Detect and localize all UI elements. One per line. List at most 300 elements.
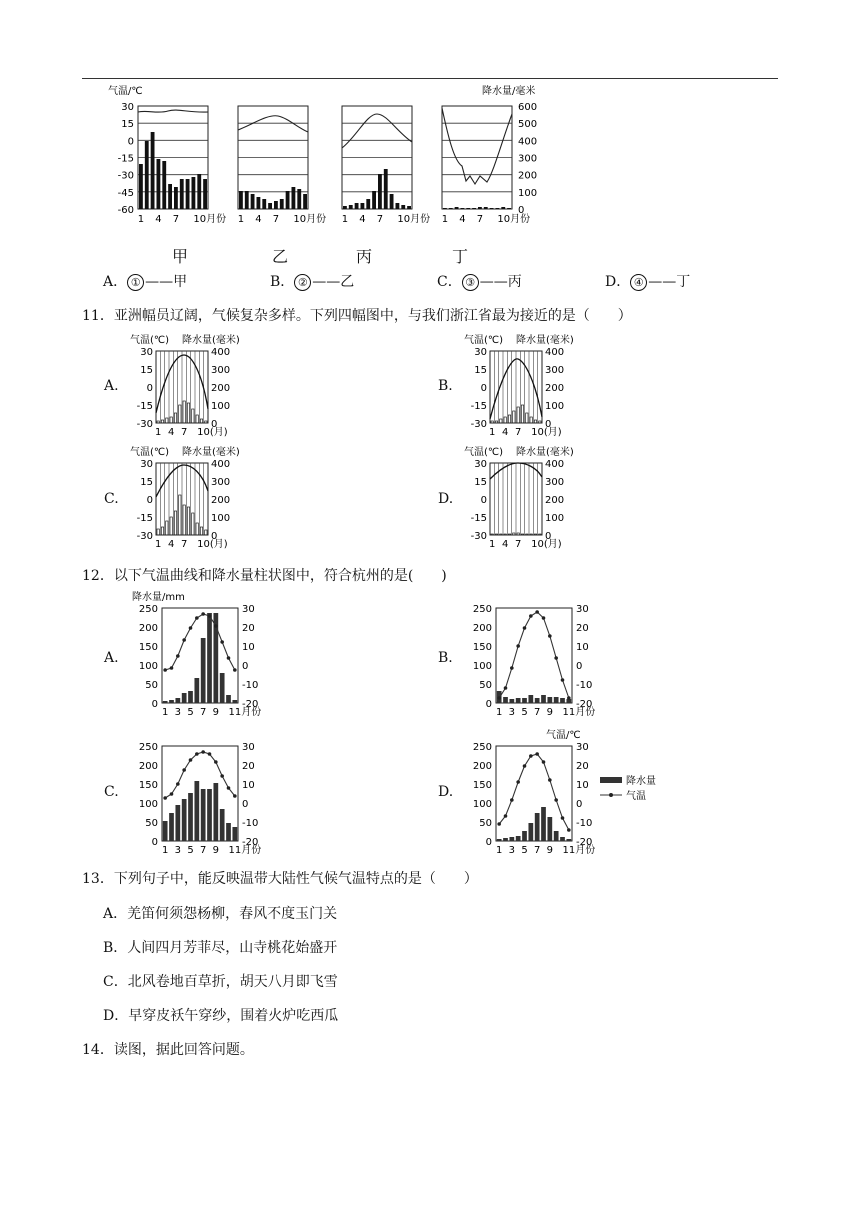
- q10-option-b[interactable]: [270, 271, 354, 291]
- q11-precip-tick: 400: [545, 459, 565, 470]
- q10-temp-curve: [238, 116, 308, 132]
- q12-temp-tick: 30: [242, 604, 255, 615]
- q12-precip-tick: 50: [145, 818, 158, 829]
- q10-precip-bar: [151, 132, 155, 209]
- q12-chart-b: [462, 588, 602, 720]
- q13-option-c[interactable]: C．北风卷地百草折，胡天八月即飞雪: [103, 974, 338, 990]
- q10-precip-tick: 600: [518, 102, 538, 113]
- q11-precip-tick: 200: [545, 495, 565, 506]
- q12-precip-bar: [207, 613, 212, 703]
- q10-precip-bar: [484, 207, 488, 209]
- q12-temp-tick: 20: [242, 623, 255, 634]
- q12-temp-point: [504, 814, 508, 818]
- q12-temp-tick: 20: [576, 623, 589, 634]
- q11-precip-tick: 200: [545, 383, 565, 394]
- q10-precip-tick: 300: [518, 153, 538, 165]
- q11-precip-tick: 100: [545, 513, 565, 524]
- q10-precip-bar: [472, 208, 476, 209]
- q11-stem: 11．亚洲幅员辽阔，气候复杂多样。下列四幅图中，与我们浙江省最为接近的是（ ）: [82, 308, 632, 324]
- q11-precip-bar: [179, 495, 181, 535]
- q10-temp-curve: [442, 108, 512, 184]
- q11-precip-tick: 400: [211, 459, 231, 470]
- q11-precip-bar: [521, 405, 523, 423]
- q12-temp-tick: -20: [576, 837, 593, 848]
- q11-temp-tick: 0: [146, 495, 153, 506]
- q12-temp-point: [529, 754, 533, 758]
- q12-temp-point: [201, 750, 205, 754]
- q10-x-tick: 4: [459, 214, 466, 225]
- q12-x-tick: 5: [187, 845, 194, 856]
- q11-precip-bar: [530, 417, 532, 423]
- q12-temp-point: [176, 654, 180, 658]
- q12-frame: [496, 746, 572, 841]
- q12-x-tick: 7: [199, 707, 207, 718]
- q10-precip-bar: [478, 207, 482, 209]
- q12-precip-bar: [566, 839, 571, 841]
- q12-temp-point: [504, 686, 508, 690]
- q11-right-title: 降水量(毫米): [516, 447, 574, 458]
- q10-precip-bar: [297, 189, 301, 209]
- q12-temp-tick: -10: [576, 818, 593, 829]
- q10-x-tick: 7: [272, 214, 280, 225]
- q10-temp-curve: [342, 114, 412, 148]
- q12-precip-bar: [528, 695, 533, 703]
- q10-temp-tick: -60: [117, 205, 134, 216]
- q12-precip-bar: [528, 823, 533, 841]
- q12-temp-curve: [165, 752, 235, 798]
- q10-x-tick: 10月份: [397, 214, 431, 225]
- q11-precip-tick: 200: [211, 495, 231, 506]
- q11-x-tick: 10(月): [197, 539, 228, 550]
- q10-x-tick: 1: [237, 214, 245, 225]
- q11-precip-tick: 0: [545, 419, 552, 430]
- q12-precip-bar: [175, 698, 180, 703]
- q12-precip-tick: 50: [479, 680, 492, 691]
- q11-precip-tick: 300: [545, 365, 565, 376]
- q11-precip-bar: [508, 415, 510, 423]
- q12-precip-bar: [232, 700, 237, 703]
- q12-temp-point: [542, 760, 546, 764]
- q12-option-b-letter[interactable]: B.: [438, 650, 453, 666]
- q12-temp-point: [195, 616, 199, 620]
- q11-precip-tick: 100: [211, 513, 231, 524]
- q12-precip-tick: 100: [472, 661, 492, 672]
- q11-x-tick: 4: [501, 539, 509, 550]
- q12-x-tick: 9: [546, 707, 554, 718]
- q11-temp-tick: 15: [474, 477, 487, 488]
- q12-precip-bar: [554, 697, 559, 703]
- q12-temp-point: [182, 768, 186, 772]
- q12-temp-point: [554, 798, 558, 802]
- q10-precip-bar: [257, 197, 261, 209]
- q10-precip-bar: [280, 199, 284, 209]
- q11-precip-bar: [513, 533, 515, 535]
- q12-temp-point: [208, 752, 212, 756]
- q12-temp-point: [554, 656, 558, 660]
- q10-x-tick: 4: [155, 214, 162, 225]
- q10-chart-strip: [100, 82, 620, 232]
- q10-x-tick: 10月份: [193, 214, 227, 225]
- q10-x-tick: 7: [376, 214, 384, 225]
- q11-precip-bar: [517, 533, 519, 535]
- q13-option-a[interactable]: A．羌笛何须怨杨柳，春风不度玉门关: [103, 906, 338, 922]
- q12-temp-tick: 10: [242, 642, 255, 653]
- q10-option-c[interactable]: [437, 271, 522, 291]
- q12-temp-point: [548, 778, 552, 782]
- q12-precip-tick: 250: [138, 742, 158, 753]
- q12-precip-bar: [547, 817, 552, 841]
- q11-option-c-letter[interactable]: C.: [104, 491, 119, 507]
- q10-temp-tick: 30: [121, 102, 134, 113]
- q12-precip-bar: [535, 698, 540, 703]
- q10-x-tick: 4: [255, 214, 262, 225]
- q12-precip-bar: [194, 678, 199, 703]
- q11-precip-bar: [174, 511, 176, 535]
- q10-precip-bar: [286, 191, 290, 209]
- q12-temp-curve: [165, 614, 235, 670]
- q12-precip-bar: [554, 831, 559, 841]
- q12-temp-point: [201, 612, 205, 616]
- q10-precip-tick: 0: [518, 205, 525, 216]
- q13-option-b[interactable]: B．人间四月芳菲尽，山寺桃花始盛开: [103, 940, 338, 956]
- q10-x-tick: 7: [476, 214, 484, 225]
- q12-temp-point: [208, 614, 212, 618]
- q12-precip-tick: 0: [151, 837, 158, 848]
- q11-precip-bar: [192, 513, 194, 535]
- q11-precip-bar: [183, 505, 185, 535]
- q12-precip-bar: [163, 701, 168, 703]
- q12-x-tick: 1: [495, 845, 503, 856]
- q12-precip-bar: [182, 693, 187, 703]
- q10-precip-bar: [396, 203, 400, 209]
- q13-option-d[interactable]: D．早穿皮袄午穿纱，围着火炉吃西瓜: [103, 1008, 339, 1024]
- q12-precip-tick: 250: [472, 604, 492, 615]
- circled-number: ③: [462, 274, 479, 291]
- q11-option-b-letter[interactable]: B.: [438, 378, 453, 394]
- q11-chart-d: [462, 445, 582, 555]
- q10-precip-bar: [303, 194, 307, 209]
- q10-temp-tick: 15: [121, 119, 134, 131]
- q12-precip-tick: 0: [151, 699, 158, 710]
- q12-x-tick: 11月份: [562, 845, 596, 856]
- q10-precip-bar: [251, 194, 255, 209]
- q10-temp-tick: -15: [117, 153, 134, 165]
- q12-temp-point: [189, 758, 193, 762]
- q11-precip-bar: [517, 407, 519, 423]
- q10-precip-bar: [443, 208, 447, 209]
- q11-x-tick: 4: [501, 427, 509, 438]
- q12-precip-tick: 200: [472, 623, 492, 634]
- q12-precip-bar: [188, 793, 193, 841]
- q11-precip-tick: 300: [545, 477, 565, 488]
- q10-x-tick: 7: [172, 214, 180, 225]
- option-text: ——乙: [312, 274, 355, 290]
- q12-precip-tick: 150: [472, 780, 492, 791]
- q10-precip-bar: [174, 187, 178, 209]
- q10-panel: [138, 106, 226, 225]
- q12-option-c-letter[interactable]: C.: [104, 784, 119, 800]
- q12-x-tick: 5: [521, 845, 528, 856]
- q12-precip-tick: 0: [485, 837, 492, 848]
- q10-temp-tick: 0: [127, 136, 134, 148]
- q11-chart-b: [462, 333, 582, 443]
- q12-temp-point: [510, 798, 514, 802]
- q12-temp-point: [182, 638, 186, 642]
- q11-precip-bar: [196, 523, 198, 535]
- q10-precip-bar: [203, 179, 207, 209]
- q12-temp-point: [561, 816, 565, 820]
- q10-precip-tick: 400: [518, 136, 538, 148]
- q12-x-tick: 7: [533, 845, 541, 856]
- q11-temp-tick: -15: [470, 513, 487, 524]
- q10-temp-tick: -45: [117, 187, 134, 199]
- q11-left-title: 气温(℃): [130, 447, 170, 458]
- q12-precip-bar: [503, 838, 508, 841]
- q11-precip-bar: [205, 530, 207, 535]
- q11-precip-bar: [170, 517, 172, 535]
- q12-temp-tick: -10: [576, 680, 593, 691]
- q10-precip-bar: [197, 174, 201, 209]
- q11-precip-bar: [161, 527, 163, 535]
- q12-precip-bar: [213, 783, 218, 841]
- q11-x-tick: 7: [514, 427, 522, 438]
- q12-precip-bar: [503, 697, 508, 703]
- q12-temp-point: [220, 640, 224, 644]
- q11-precip-bar: [205, 421, 207, 423]
- q12-precip-bar: [516, 698, 521, 703]
- q12-x-tick: 9: [212, 845, 220, 856]
- q10-precip-bar: [461, 208, 465, 209]
- q10-precip-bar: [407, 206, 411, 209]
- q11-precip-bar: [187, 403, 189, 423]
- q12-stem: 12．以下气温曲线和降水量柱状图中，符合杭州的是( ): [82, 568, 447, 584]
- q10-precip-bar: [372, 191, 376, 209]
- q12-temp-tick: 0: [576, 799, 583, 810]
- q10-precip-tick: 500: [518, 119, 538, 131]
- q12-option-a-letter[interactable]: A.: [104, 650, 119, 666]
- q10-precip-bar: [501, 207, 505, 209]
- q10-label-jia: 甲: [172, 247, 189, 266]
- q12-temp-tick: -10: [242, 818, 259, 829]
- q12-precip-bar: [226, 695, 231, 703]
- q11-precip-tick: 300: [211, 365, 231, 376]
- q10-x-tick: 1: [441, 214, 449, 225]
- q12-precip-bar: [497, 839, 502, 841]
- circled-number: ②: [294, 274, 311, 291]
- option-text: ——丙: [479, 274, 522, 290]
- q11-precip-bar: [539, 421, 541, 423]
- q10-precip-bar: [162, 161, 166, 209]
- q11-temp-tick: 0: [480, 383, 487, 394]
- q11-temp-tick: 30: [140, 459, 153, 470]
- q12-option-d-letter[interactable]: D.: [438, 784, 454, 800]
- q12-precip-bar: [535, 813, 540, 841]
- q12-temp-point: [220, 774, 224, 778]
- q10-precip-bar: [274, 201, 278, 209]
- q10-precip-bar: [145, 141, 149, 209]
- q11-x-tick: 10(月): [531, 539, 562, 550]
- q10-precip-bar: [343, 206, 347, 209]
- q12-x-tick: 9: [546, 845, 554, 856]
- q11-right-title: 降水量(毫米): [516, 335, 574, 346]
- q10-option-a[interactable]: [103, 271, 187, 291]
- q12-temp-point: [233, 668, 237, 672]
- q12-chart-a: [128, 588, 268, 720]
- q11-temp-tick: -15: [136, 401, 153, 412]
- q12-precip-tick: 100: [138, 799, 158, 810]
- q10-temp-tick: -30: [117, 170, 134, 182]
- q11-precip-tick: 200: [211, 383, 231, 394]
- q12-temp-point: [170, 666, 174, 670]
- q11-temp-tick: -30: [470, 531, 487, 542]
- q10-label-bing: 丙: [356, 247, 373, 266]
- q10-precip-bar: [180, 179, 184, 209]
- q12-legend-temp: 气温: [626, 791, 646, 802]
- q12-temp-point: [214, 624, 218, 628]
- q12-x-tick: 7: [199, 845, 207, 856]
- q12-temp-tick: 10: [242, 780, 255, 791]
- q10-label-ding: 丁: [452, 247, 469, 266]
- q10-x-tick: 10月份: [497, 214, 531, 225]
- q12-x-tick: 3: [508, 845, 516, 856]
- q12-temp-tick: 0: [242, 799, 249, 810]
- q11-temp-tick: 15: [140, 477, 153, 488]
- q12-precip-tick: 50: [479, 818, 492, 829]
- q11-temp-tick: 30: [474, 347, 487, 358]
- q11-precip-tick: 400: [545, 347, 565, 358]
- q12-temp-tick: 30: [576, 604, 589, 615]
- q12-frame: [162, 608, 238, 703]
- q10-precip-bar: [192, 177, 196, 209]
- q12-precip-title: 降水量/mm: [132, 592, 185, 603]
- q12-temp-tick: 30: [242, 742, 255, 753]
- q12-temp-point: [529, 614, 533, 618]
- q12-x-tick: 3: [174, 845, 182, 856]
- q12-precip-bar: [516, 836, 521, 841]
- circled-number: ①: [127, 274, 144, 291]
- q10-precip-bar: [361, 203, 365, 209]
- q11-x-tick: 7: [514, 539, 522, 550]
- q10-precip-bar: [186, 179, 190, 209]
- q12-temp-curve: [499, 612, 569, 698]
- q12-x-tick: 5: [187, 707, 194, 718]
- q12-precip-tick: 200: [138, 623, 158, 634]
- q12-precip-bar: [226, 823, 231, 841]
- q12-precip-tick: 100: [138, 661, 158, 672]
- q11-precip-bar: [200, 527, 202, 535]
- q11-left-title: 气温(℃): [130, 335, 170, 346]
- q12-temp-tick: 10: [576, 780, 589, 791]
- q12-temp-tick: -20: [576, 699, 593, 710]
- q11-precip-bar: [504, 417, 506, 423]
- q11-option-a-letter[interactable]: A.: [104, 378, 119, 394]
- q12-temp-point: [233, 794, 237, 798]
- q10-precip-bar: [507, 208, 511, 209]
- q12-precip-bar: [169, 700, 174, 703]
- q11-precip-bar: [192, 409, 194, 423]
- q10-precip-bar: [292, 187, 296, 209]
- q11-chart-c: [128, 445, 248, 555]
- q10-precip-bar: [355, 203, 359, 209]
- q10-precip-bar: [349, 205, 353, 209]
- q11-precip-bar: [183, 401, 185, 423]
- q12-temp-title: 气温/℃: [546, 730, 581, 741]
- q12-x-tick: 11月份: [562, 707, 596, 718]
- q10-precip-bar: [262, 199, 266, 209]
- q12-temp-tick: -10: [242, 680, 259, 691]
- q11-precip-tick: 300: [211, 477, 231, 488]
- q12-precip-bar: [547, 697, 552, 703]
- q11-precip-bar: [166, 521, 168, 535]
- q10-precip-bar: [490, 208, 494, 209]
- q12-precip-bar: [509, 837, 514, 841]
- q12-precip-bar: [207, 789, 212, 841]
- q12-x-tick: 1: [495, 707, 503, 718]
- q11-precip-bar: [187, 507, 189, 535]
- q12-temp-point: [516, 644, 520, 648]
- option-letter: A．: [103, 274, 128, 290]
- q10-precip-bar: [139, 164, 143, 209]
- q12-temp-point: [567, 828, 571, 832]
- q10-precip-bar: [496, 208, 500, 209]
- q12-precip-bar: [522, 831, 527, 841]
- q12-precip-tick: 250: [138, 604, 158, 615]
- q11-precip-bar: [526, 413, 528, 423]
- q11-x-tick: 7: [180, 539, 188, 550]
- q11-left-title: 气温(℃): [464, 335, 504, 346]
- q12-precip-bar: [175, 805, 180, 841]
- q10-x-tick: 1: [341, 214, 349, 225]
- q12-precip-bar: [201, 638, 206, 703]
- q11-x-tick: 4: [167, 427, 175, 438]
- q11-temp-tick: -30: [136, 531, 153, 542]
- q11-precip-bar: [170, 417, 172, 423]
- q11-precip-tick: 100: [545, 401, 565, 412]
- q10-precip-axis-title: 降水量/毫米: [482, 86, 536, 97]
- q12-temp-point: [523, 764, 527, 768]
- q12-precip-tick: 50: [145, 680, 158, 691]
- q10-precip-bar: [168, 184, 172, 209]
- q12-x-tick: 7: [533, 707, 541, 718]
- option-text: ——丁: [648, 274, 691, 290]
- q10-precip-tick: 200: [518, 170, 538, 182]
- q12-x-tick: 11月份: [228, 707, 262, 718]
- q10-x-tick: 1: [137, 214, 145, 225]
- q11-temp-tick: 0: [480, 495, 487, 506]
- option-letter: C．: [437, 274, 462, 290]
- q11-precip-bar: [200, 419, 202, 423]
- q12-x-tick: 5: [521, 707, 528, 718]
- q11-right-title: 降水量(毫米): [182, 335, 240, 346]
- q12-precip-bar: [220, 809, 225, 841]
- q12-legend-precip: 降水量: [626, 776, 656, 787]
- q10-option-d[interactable]: [605, 271, 690, 291]
- q11-option-d-letter[interactable]: D.: [438, 491, 454, 507]
- q11-x-tick: 1: [488, 427, 496, 438]
- q12-temp-tick: 20: [242, 761, 255, 772]
- q11-precip-bar: [157, 421, 159, 423]
- q10-temp-curve: [138, 110, 208, 112]
- q11-precip-bar: [513, 411, 515, 423]
- page-top-rule: [82, 78, 778, 79]
- q14-stem: 14．读图，据此回答问题。: [82, 1042, 254, 1058]
- q10-precip-bar: [401, 205, 405, 209]
- q12-precip-tick: 250: [472, 742, 492, 753]
- q11-temp-tick: 0: [146, 383, 153, 394]
- q12-precip-bar: [220, 673, 225, 703]
- q11-precip-tick: 0: [211, 419, 218, 430]
- q11-right-title: 降水量(毫米): [182, 447, 240, 458]
